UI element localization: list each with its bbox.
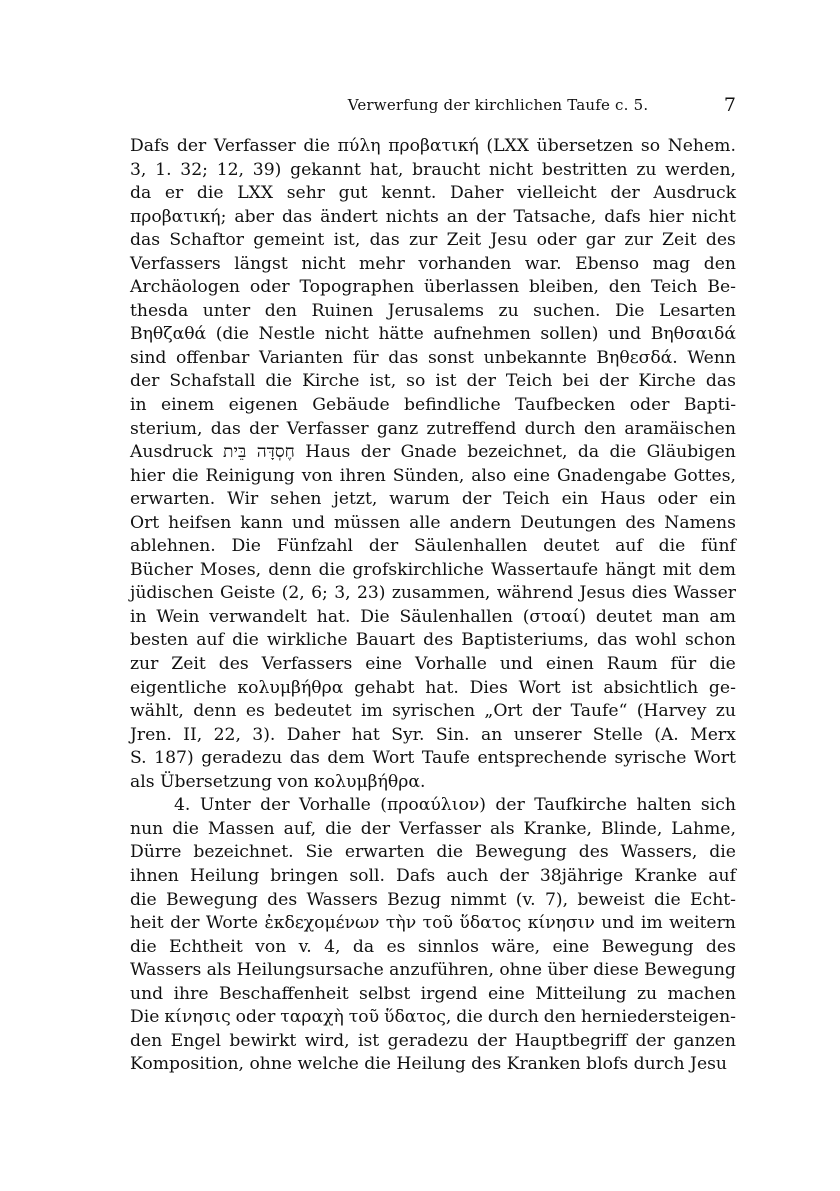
- text-line: die Echtheit von v. 4, da es sinnlos wäre, eine Bewegung des: [130, 936, 736, 957]
- text-line: da er die LXX sehr gut kennt. Daher vielleicht der Ausdruck: [130, 183, 736, 204]
- text-line: Jren. II, 22, 3). Daher hat Syr. Sin. an unserer Stelle (A. Merx: [130, 724, 736, 745]
- text-line: besten auf die wirkliche Bauart des Baptisteriums, das wohl schon: [130, 630, 736, 651]
- text-line: die Bewegung des Wassers Bezug nimmt (v. 7), beweist die Echt-: [130, 889, 736, 910]
- text-line: Wassers als Heilungsursache anzuführen, ohne über diese Bewegung: [130, 960, 736, 981]
- body-text: [130, 135, 736, 1077]
- page-number: 7: [723, 94, 736, 116]
- text-line: Dafs der Verfasser die πύλη προβατική (LXX übersetzen so Nehem.: [130, 136, 736, 156]
- text-line: in einem eigenen Gebäude befindliche Taufbecken oder Bapti-: [130, 395, 736, 416]
- text-line: und ihre Beschaffenheit selbst irgend eine Mitteilung zu machen: [130, 983, 736, 1004]
- text-line: Dürre bezeichnet. Sie erwarten die Bewegung des Wassers, die: [130, 842, 736, 863]
- text-line: jüdischen Geiste (2, 6; 3, 23) zusammen, während Jesus dies Wasser: [130, 583, 736, 604]
- text-line: das Schaftor gemeint ist, das zur Zeit Jesu oder gar zur Zeit des: [130, 230, 736, 251]
- text-line: den Engel bewirkt wird, ist geradezu der Hauptbegriff der ganzen: [130, 1030, 736, 1051]
- text-line: Ausdruck בֵּית חֶסְדָּה Haus der Gnade bezeichnet, da die Gläubigen: [130, 442, 736, 463]
- text-line: 4. Unter der Vorhalle (προαύλιον) der Taufkirche halten sich: [174, 795, 736, 816]
- text-line: Archäologen oder Topographen überlassen bleiben, den Teich Be-: [130, 277, 736, 298]
- text-line: Komposition, ohne welche die Heilung des Kranken blofs durch Jesu: [130, 1054, 728, 1075]
- text-line: sind offenbar Varianten für das sonst unbekannte Βηθεσδά. Wenn: [130, 347, 736, 368]
- text-line: als Übersetzung von κολυμβήθρα.: [130, 771, 426, 792]
- text-line: wählt, denn es bedeutet im syrischen „Ort der Taufe“ (Harvey zu: [130, 701, 736, 722]
- text-line: Verfassers längst nicht mehr vorhanden war. Ebenso mag den: [130, 253, 736, 274]
- text-line: thesda unter den Ruinen Jerusalems zu suchen. Die Lesarten: [130, 300, 736, 321]
- text-line: 3, 1. 32; 12, 39) gekannt hat, braucht nicht bestritten zu werden,: [130, 159, 736, 180]
- text-line: hier die Reinigung von ihren Sünden, also eine Gnadengabe Gottes,: [130, 465, 736, 486]
- text-line: προβατική; aber das ändert nichts an der Tatsache, dafs hier nicht: [130, 206, 736, 227]
- text-line: Die κίνησις oder ταραχὴ τοῦ ὕδατος, die durch den herniedersteigen-: [130, 1007, 736, 1028]
- text-line: ablehnen. Die Fünfzahl der Säulenhallen deutet auf die fünf: [130, 536, 736, 557]
- text-line: Βηθζαθά (die Nestle nicht hätte aufnehmen sollen) und Βηθσαιδά: [130, 324, 736, 345]
- text-line: der Schafstall die Kirche ist, so ist der Teich bei der Kirche das: [130, 371, 736, 392]
- running-title: Verwerfung der kirchlichen Taufe c. 5.: [347, 96, 649, 114]
- text-line: heit der Worte ἐκδεχομένων τὴν τοῦ ὕδατος κίνησιν und im weitern: [130, 913, 736, 934]
- text-line: in Wein verwandelt hat. Die Säulenhallen (στοαί) deutet man am: [130, 606, 736, 627]
- text-line: zur Zeit des Verfassers eine Vorhalle und einen Raum für die: [130, 654, 736, 675]
- page-header: [130, 96, 736, 120]
- text-line: Ort heifsen kann und müssen alle andern Deutungen des Namens: [130, 512, 736, 533]
- text-line: S. 187) geradezu das dem Wort Taufe entsprechende syrische Wort: [130, 748, 736, 769]
- text-line: eigentliche κολυμβήθρα gehabt hat. Dies Wort ist absichtlich ge-: [130, 677, 736, 698]
- text-line: ihnen Heilung bringen soll. Dafs auch der 38jährige Kranke auf: [130, 865, 736, 886]
- text-line: sterium, das der Verfasser ganz zutreffend durch den aramäischen: [130, 418, 736, 439]
- text-line: nun die Massen auf, die der Verfasser als Kranke, Blinde, Lahme,: [130, 818, 736, 839]
- text-line: Bücher Moses, denn die grofskirchliche Wassertaufe hängt mit dem: [130, 559, 736, 580]
- text-line: erwarten. Wir sehen jetzt, warum der Teich ein Haus oder ein: [130, 489, 736, 510]
